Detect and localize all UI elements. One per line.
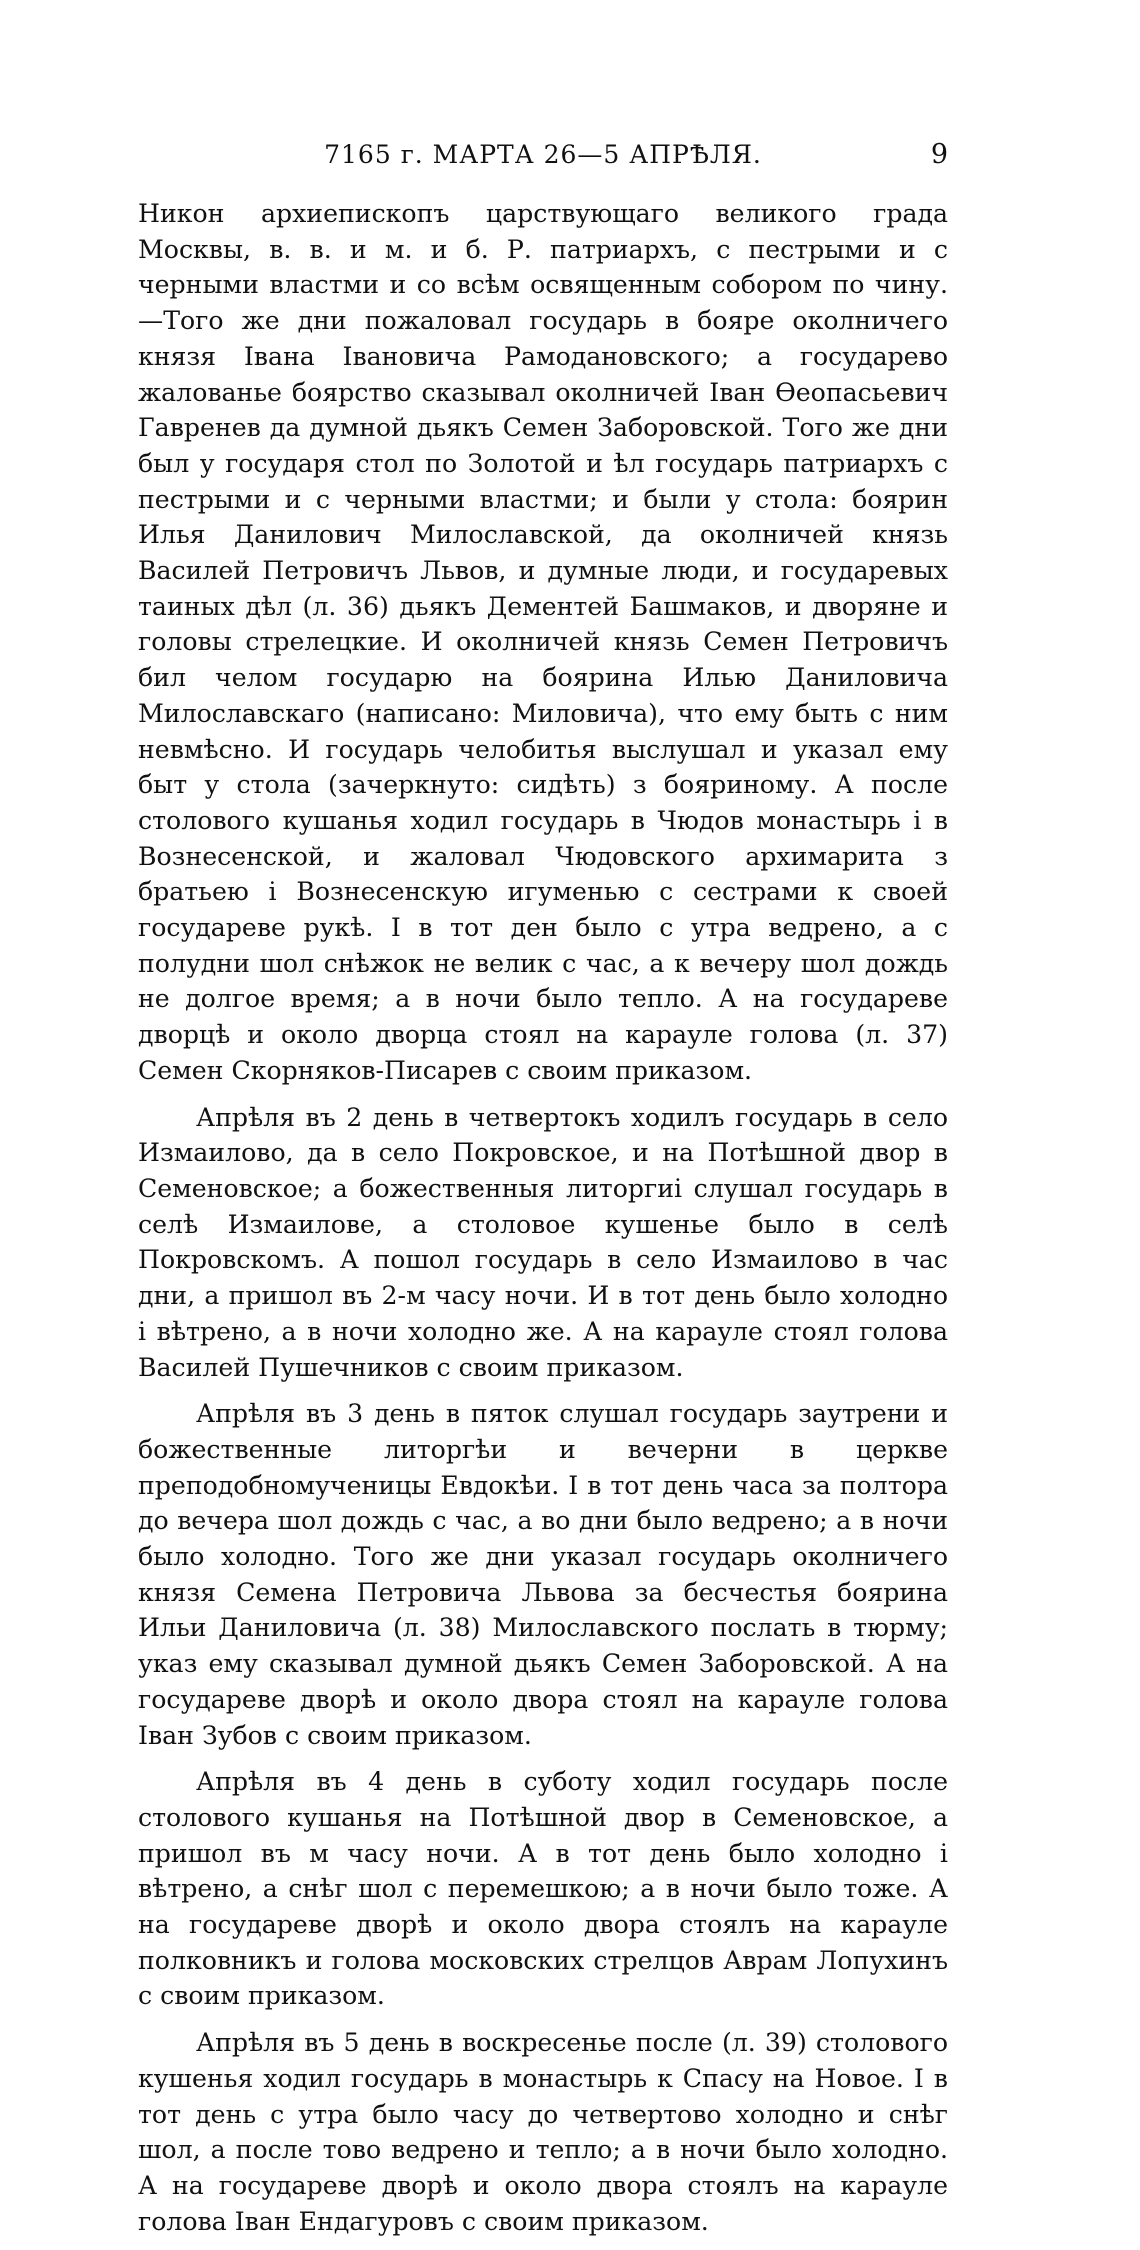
paragraph: Апрѣля въ 3 день в пяток слушал государь заутрени и божественные литоргѣи и вечерни в церкве преподобномученицы Евдокѣи. І в тот день часа за полтора до вечера шол дождь с час, а во дни было ведрено; а в ночи было холодно. Того же дни указал государь околничего князя Семена Петровича Львова за бесчестья боярина Ильи Даниловича (л. 38) Милославского послать в тюрму; указ ему сказывал думной дьякъ Семен Заборовской. А на государеве дворѣ и около двора стоял на карауле голова Іван Зубов с своим приказом.	[138, 1399, 948, 1750]
running-head: 7165 г. МАРТА 26—5 АПРѢЛЯ.	[324, 140, 762, 169]
paragraph: Апрѣля въ 2 день в четвертокъ ходилъ государь в село Измаилово, да в село Покровское, и на Потѣшной двор в Семеновское; а божественныя литоргиі слушал государь в селѣ Измаилове, а столовое кушенье было в селѣ Покровскомъ. А пошол государь в село Измаилово в час дни, а пришол въ 2-м часу ночи. И в тот день было холодно і вѣтрено, а в ночи холодно же. А на карауле стоял голова Василей Пушечников с своим приказом.	[138, 1102, 948, 1382]
paragraph: Никон архиепископъ царствующаго великого града Москвы, в. в. и м. и б. Р. патриархъ, с пестрыми и с черными властми и со всѣм освященным собором по чину.—Того же дни пожаловал государь в бояре околничего князя Івана Івановича Рамодановского; а государево жалованье боярство сказывал околничей Іван Ѳеопасьевич Гавренев да думной дьякъ Семен Заборовской. Того же дни был у государя стол по Золотой и ѣл государь патриархъ с пестрыми и с черными властми; и были у стола: боярин Илья Данилович Милославской, да околничей князь Василей Петровичъ Львов, и думные люди, и государевых таиных дѣл (л. 36) дьякъ Дементей Башмаков, и дворяне и головы стрелецкие. И околничей князь Семен Петровичъ бил челом государю на боярина Илью Даниловича Милославскаго (написано: Миловича), что ему быть с ним невмѣсно. И государь челобитья выслушал и указал ему быт у стола (зачеркнуто: сидѣть) з бояриному. А после столового кушанья ходил государь в Чюдов монастырь і в Вознесенской, и жаловал Чюдовского архимарита з братьею і Вознесенскую игуменью с сестрами к своей государеве рукѣ. І в тот ден было с утра ведрено, а с полудни шол снѣжок не велик с час, а к вечеру шол дождь не долгое время; а в ночи было тепло. А на государеве дворцѣ и около дворца стоял на карауле голова (л. 37) Семен Скорняков-Писарев с своим приказом.	[138, 199, 948, 1085]
paragraph: Апрѣля въ 4 день в суботу ходил государь после столового кушанья на Потѣшной двор в Семеновское, а пришол въ м часу ночи. А в тот день было холодно і вѣтрено, а снѣг шол с перемешкою; а в ночи было тоже. А на государеве дворѣ и около двора стоялъ на карауле полковникъ и голова московских стрелцов Аврам Лопухинъ с своим приказом.	[138, 1767, 948, 2011]
page-header	[138, 135, 948, 175]
body-text	[138, 196, 948, 2250]
page-number: 9	[930, 139, 948, 170]
paragraph: Апрѣля въ 5 день в воскресенье после (л. 39) столового кушенья ходил государь в монастырь к Спасу на Новое. І в тот день с утра было часу до четвертово холодно и снѣг шол, а после тово ведрено и тепло; а в ночи было холодно. А на государеве дворѣ и около двора стоялъ на карауле голова Іван Ендагуровъ с своим приказом.	[138, 2028, 948, 2236]
